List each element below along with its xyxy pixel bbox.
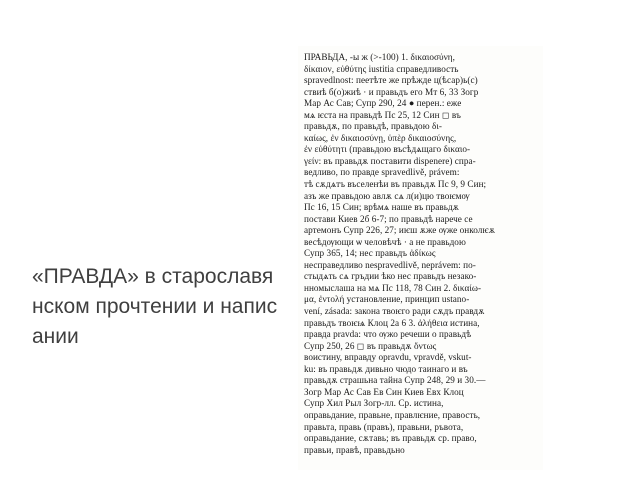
dictionary-entry-line: ku: въ правьдѫ дивьно чюдо таинаго и въ	[304, 363, 468, 374]
dictionary-entry-line: мѧ ѥста на правьдѣ Пс 25, 12 Син ◻ въ	[304, 109, 461, 120]
dictionary-entry-line: Супр Хил Рыл Зогр-лл. Ср. истина,	[304, 398, 444, 409]
dictionary-entry-line: азъ же правьдою авлѫ сѧ л(и)цю твоѥмѹ	[304, 190, 470, 201]
slide-title: «ПРАВДА» в старославянском прочтении и написании	[32, 265, 278, 348]
dictionary-entry-line: воистину, вправду opravdu, vpravdě, vskut-	[304, 352, 472, 363]
dictionary-entry-line: несправедливо nesprаvedlivě, neprávem: по-	[304, 259, 476, 270]
dictionary-entry-line: правьдъ твоѥѩ Клоц 2а 6 3. ἀλήθεια истина,	[304, 317, 480, 328]
dictionary-entry-line: ПРАВЬДА, -ы ж (>-100) 1. δικαιοσύνη,	[304, 52, 456, 62]
dictionary-entry-line: ἐν εὐθύτητι (правьдою въсѣдѧщаго δικαιο-	[304, 144, 471, 155]
dictionary-entry-line: правьдѫ страшьна тайна Супр 248, 29 и 30.—	[304, 375, 486, 386]
dictionary-entry-line: стыдѧть сѧ гръдии ѣко нес правьдъ незако-	[304, 271, 477, 282]
dictionary-entry-line: Мар Ас Сав; Супр 290, 24 ● перен.: еже	[304, 98, 462, 109]
dictionary-entry-line: нномыслаша на мѧ Пс 118, 78 Син 2. δικαίω-	[304, 282, 482, 293]
dictionary-entry-line: Пс 16, 15 Син; врѣмѧ наше въ правьдѫ	[304, 202, 460, 213]
dictionary-entry-line: μα, ἐντολή установление, принцип ustano-	[304, 294, 470, 305]
dictionary-entry-line: постави Киев 2б 6-7; по правьдѣ нарече се	[304, 213, 473, 224]
dictionary-entry-line: оправьдание, правьне, правлѥние, правость,	[304, 409, 481, 420]
dictionary-entry-line: правьта, правь (правъ), правьни, ръвота,	[304, 421, 464, 432]
dictionary-entry-text	[298, 46, 543, 456]
dictionary-entry-line: правда pravda: что ѹжо речеши о правьдѣ	[304, 329, 472, 340]
dictionary-entry-line: правьдѫ, по правьдѣ, правьдою δι-	[304, 121, 442, 132]
dictionary-entry-line: ствиѣ б(о)жиѣ · и правьдъ его Мт 6, 33 Зогр	[304, 86, 479, 97]
dictionary-entry-line: весѣдѹющи ѡ человѣчѣ · а не правьдою	[304, 236, 466, 247]
dictionary-entry-line: Зогр Мар Ас Сав Ев Син Киев Евх Клоц	[304, 386, 464, 397]
dictionary-entry-line: артемонъ Супр 226, 27; иѥш ѫже ѹже онколѥѫ	[304, 225, 496, 236]
dictionary-entry-line: Супр 365, 14; нес правьдъ ἀδίκως	[304, 248, 436, 259]
dictionary-entry-line: ведливо, по правде spravedlivě, právem:	[304, 167, 460, 178]
dictionary-entry-line: оправьдание, сѫтавь; въ правьдѫ ср. право,	[304, 433, 477, 444]
dictionary-entry-line: тѣ сѫдѧтъ въселенѣи въ правьдѫ Пс 9, 9 Син;	[304, 179, 487, 190]
dictionary-entry-line: spravedlnost: пеетѣте же прѣжде ц(ѣсар)ь(с)	[304, 75, 478, 86]
dictionary-entry-scan	[298, 46, 543, 470]
dictionary-entry-line: γείν: въ правьдѫ поставити dispenere) спра-	[304, 155, 476, 166]
dictionary-entry-line: Супр 250, 26 ◻ въ правьдѫ ὄντως	[304, 340, 437, 351]
dictionary-entry-line: vení, zásada: закона твоѥго ради сѫдъ правдѫ	[304, 306, 485, 317]
dictionary-entry-line: καίως, ἐν δικαιοσύνῃ, ὑπὲρ δικαιοσύνης,	[304, 132, 457, 143]
dictionary-entry-line: δίκαιον, εὐθύτης iustitia справедливость	[304, 63, 459, 74]
dictionary-entry-line: правьи, правѣ, правьдьно	[304, 444, 405, 455]
